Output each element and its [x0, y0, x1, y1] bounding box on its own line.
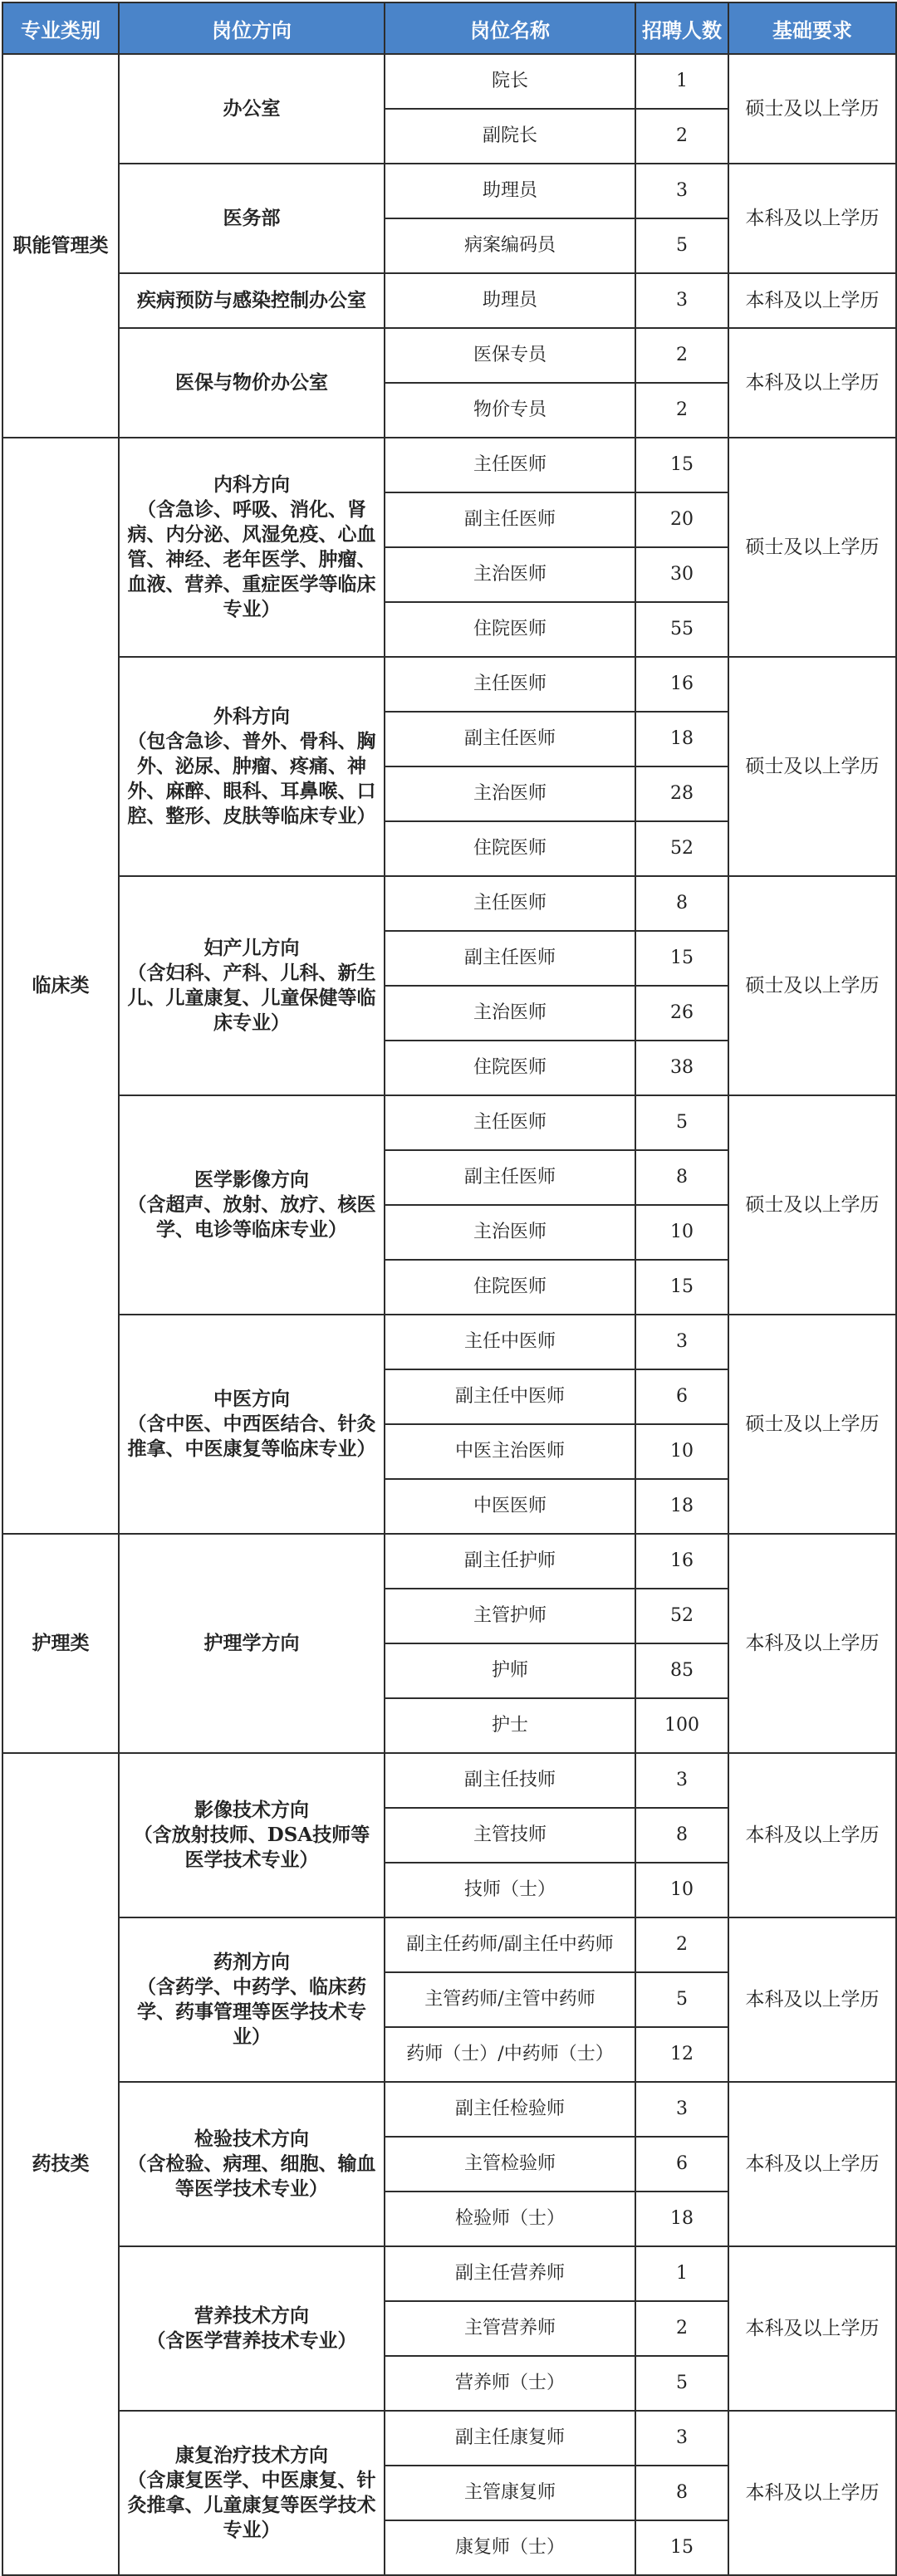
position-name-cell: 主治医师 — [385, 986, 635, 1041]
headcount-cell: 3 — [635, 1315, 728, 1369]
table-row — [2, 164, 896, 218]
position-name-cell: 主管药师/主管中药师 — [385, 1972, 635, 2027]
headcount-cell: 38 — [635, 1041, 728, 1095]
position-name-cell: 主管护师 — [385, 1589, 635, 1643]
table-row — [2, 1534, 896, 1589]
table-body — [2, 54, 896, 2575]
requirement-cell: 本科及以上学历 — [728, 328, 896, 438]
position-name-cell: 护士 — [385, 1698, 635, 1753]
headcount-cell: 3 — [635, 164, 728, 218]
table-row — [2, 2082, 896, 2137]
table-header — [2, 2, 896, 54]
requirement-cell: 本科及以上学历 — [728, 1917, 896, 2082]
position-name-cell: 副主任技师 — [385, 1753, 635, 1808]
direction-cell — [119, 876, 385, 1095]
position-name-cell: 主治医师 — [385, 766, 635, 821]
direction-cell — [119, 1095, 385, 1315]
direction-title: 办公室 — [223, 97, 281, 120]
table-row — [2, 1753, 896, 1808]
requirement-cell: 硕士及以上学历 — [728, 657, 896, 876]
position-name-cell: 病案编码员 — [385, 218, 635, 273]
position-name-cell: 药师（士）/中药师（士） — [385, 2027, 635, 2082]
position-name-cell: 副院长 — [385, 109, 635, 164]
headcount-cell: 3 — [635, 2082, 728, 2137]
requirement-cell: 本科及以上学历 — [728, 2082, 896, 2246]
direction-cell — [119, 2246, 385, 2411]
headcount-cell: 10 — [635, 1863, 728, 1917]
direction-cell — [119, 328, 385, 438]
direction-scope-note: （含药学、中药学、临床药学、药事管理等医学技术专业） — [137, 1976, 366, 2048]
header-requirement: 基础要求 — [728, 2, 896, 54]
position-name-cell: 副主任医师 — [385, 1150, 635, 1205]
headcount-cell: 8 — [635, 876, 728, 931]
headcount-cell: 5 — [635, 2356, 728, 2411]
position-name-cell: 主任医师 — [385, 438, 635, 492]
headcount-cell: 55 — [635, 602, 728, 657]
position-name-cell: 技师（士） — [385, 1863, 635, 1917]
headcount-cell: 52 — [635, 1589, 728, 1643]
direction-title: 医务部 — [223, 207, 281, 229]
direction-title: 检验技术方向 — [194, 2128, 309, 2150]
position-name-cell: 副主任营养师 — [385, 2246, 635, 2301]
position-name-cell: 助理员 — [385, 164, 635, 218]
direction-scope-note: （含妇科、产科、儿科、新生儿、儿童康复、儿童保健等临床专业） — [127, 962, 376, 1034]
headcount-cell: 1 — [635, 54, 728, 109]
headcount-cell: 28 — [635, 766, 728, 821]
headcount-cell: 12 — [635, 2027, 728, 2082]
direction-cell — [119, 1917, 385, 2082]
headcount-cell: 18 — [635, 1479, 728, 1534]
position-name-cell: 住院医师 — [385, 602, 635, 657]
requirement-cell: 硕士及以上学历 — [728, 876, 896, 1095]
table-row — [2, 2246, 896, 2301]
direction-title: 营养技术方向 — [194, 2304, 309, 2327]
position-name-cell: 主管技师 — [385, 1808, 635, 1863]
headcount-cell: 16 — [635, 657, 728, 712]
position-name-cell: 副主任康复师 — [385, 2411, 635, 2466]
recruitment-table — [2, 2, 897, 2576]
position-name-cell: 副主任医师 — [385, 931, 635, 986]
headcount-cell: 8 — [635, 1150, 728, 1205]
table-row — [2, 657, 896, 712]
recruitment-table-container — [2, 2, 895, 2576]
position-name-cell: 营养师（士） — [385, 2356, 635, 2411]
table-row — [2, 876, 896, 931]
direction-title: 疾病预防与感染控制办公室 — [137, 289, 366, 311]
position-name-cell: 院长 — [385, 54, 635, 109]
position-name-cell: 康复师（士） — [385, 2520, 635, 2575]
headcount-cell: 52 — [635, 821, 728, 876]
position-name-cell: 副主任医师 — [385, 712, 635, 766]
table-row — [2, 1095, 896, 1150]
headcount-cell: 15 — [635, 1260, 728, 1315]
direction-scope-note: （含医学营养技术专业） — [146, 2329, 357, 2352]
headcount-cell: 8 — [635, 1808, 728, 1863]
headcount-cell: 5 — [635, 218, 728, 273]
direction-scope-note: （含急诊、呼吸、消化、肾病、内分泌、风湿免疫、心血管、神经、老年医学、肿瘤、血液、营养、重症医学等临床专业） — [127, 498, 376, 620]
direction-title: 康复治疗技术方向 — [175, 2444, 328, 2466]
position-name-cell: 住院医师 — [385, 1041, 635, 1095]
position-name-cell: 主管检验师 — [385, 2137, 635, 2192]
position-name-cell: 主任医师 — [385, 876, 635, 931]
direction-cell — [119, 273, 385, 328]
table-row — [2, 2411, 896, 2466]
direction-title: 妇产儿方向 — [203, 937, 300, 959]
direction-scope-note: （包含急诊、普外、骨科、胸外、泌尿、肿瘤、疼痛、神外、麻醉、眼科、耳鼻喉、口腔、整形、皮肤等临床专业） — [127, 730, 376, 827]
headcount-cell: 6 — [635, 2137, 728, 2192]
table-row — [2, 1917, 896, 1972]
direction-cell — [119, 657, 385, 876]
position-name-cell: 副主任护师 — [385, 1534, 635, 1589]
direction-scope-note: （含检验、病理、细胞、输血等医学技术专业） — [127, 2152, 376, 2200]
headcount-cell: 16 — [635, 1534, 728, 1589]
direction-title: 医学影像方向 — [194, 1168, 309, 1191]
requirement-cell: 本科及以上学历 — [728, 273, 896, 328]
headcount-cell: 18 — [635, 2192, 728, 2246]
headcount-cell: 6 — [635, 1369, 728, 1424]
headcount-cell: 2 — [635, 328, 728, 383]
headcount-cell: 8 — [635, 2466, 728, 2520]
position-name-cell: 住院医师 — [385, 821, 635, 876]
position-name-cell: 中医医师 — [385, 1479, 635, 1534]
headcount-cell: 2 — [635, 1917, 728, 1972]
position-name-cell: 检验师（士） — [385, 2192, 635, 2246]
direction-scope-note: （含放射技师、DSA技师等医学技术专业） — [133, 1824, 370, 1871]
table-row — [2, 438, 896, 492]
direction-scope-note: （含中医、中西医结合、针灸推拿、中医康复等临床专业） — [127, 1413, 376, 1460]
major-category-cell: 职能管理类 — [2, 54, 119, 438]
table-row — [2, 273, 896, 328]
headcount-cell: 1 — [635, 2246, 728, 2301]
direction-cell — [119, 164, 385, 273]
position-name-cell: 住院医师 — [385, 1260, 635, 1315]
position-name-cell: 物价专员 — [385, 383, 635, 438]
position-name-cell: 主治医师 — [385, 1205, 635, 1260]
requirement-cell: 硕士及以上学历 — [728, 1095, 896, 1315]
headcount-cell: 15 — [635, 931, 728, 986]
position-name-cell: 主管营养师 — [385, 2301, 635, 2356]
position-name-cell: 助理员 — [385, 273, 635, 328]
direction-title: 外科方向 — [213, 705, 290, 727]
requirement-cell: 本科及以上学历 — [728, 164, 896, 273]
headcount-cell: 10 — [635, 1424, 728, 1479]
major-category-cell: 临床类 — [2, 438, 119, 1534]
headcount-cell: 20 — [635, 492, 728, 547]
headcount-cell: 18 — [635, 712, 728, 766]
table-row — [2, 54, 896, 109]
direction-cell — [119, 2411, 385, 2575]
direction-cell — [119, 438, 385, 657]
direction-cell — [119, 1753, 385, 1917]
position-name-cell: 主治医师 — [385, 547, 635, 602]
headcount-cell: 3 — [635, 2411, 728, 2466]
position-name-cell: 副主任药师/副主任中药师 — [385, 1917, 635, 1972]
position-name-cell: 主任医师 — [385, 1095, 635, 1150]
table-row — [2, 1315, 896, 1369]
position-name-cell: 副主任检验师 — [385, 2082, 635, 2137]
position-name-cell: 主管康复师 — [385, 2466, 635, 2520]
headcount-cell: 100 — [635, 1698, 728, 1753]
requirement-cell: 本科及以上学历 — [728, 2246, 896, 2411]
direction-cell — [119, 54, 385, 164]
requirement-cell: 本科及以上学历 — [728, 2411, 896, 2575]
position-name-cell: 医保专员 — [385, 328, 635, 383]
major-category-cell: 护理类 — [2, 1534, 119, 1753]
direction-cell — [119, 2082, 385, 2246]
headcount-cell: 2 — [635, 2301, 728, 2356]
direction-scope-note: （含超声、放射、放疗、核医学、电诊等临床专业） — [127, 1193, 376, 1241]
headcount-cell: 5 — [635, 1972, 728, 2027]
headcount-cell: 30 — [635, 547, 728, 602]
position-name-cell: 护师 — [385, 1643, 635, 1698]
direction-scope-note: （含康复医学、中医康复、针灸推拿、儿童康复等医学技术专业） — [127, 2469, 376, 2541]
header-position: 岗位名称 — [385, 2, 635, 54]
header-direction: 岗位方向 — [119, 2, 385, 54]
headcount-cell: 26 — [635, 986, 728, 1041]
headcount-cell: 2 — [635, 109, 728, 164]
direction-title: 影像技术方向 — [194, 1799, 309, 1821]
direction-title: 中医方向 — [213, 1388, 290, 1410]
header-count: 招聘人数 — [635, 2, 728, 54]
position-name-cell: 主任医师 — [385, 657, 635, 712]
headcount-cell: 2 — [635, 383, 728, 438]
major-category-cell: 药技类 — [2, 1753, 119, 2575]
headcount-cell: 15 — [635, 2520, 728, 2575]
direction-title: 护理学方向 — [203, 1632, 300, 1654]
direction-title: 药剂方向 — [213, 1951, 290, 1973]
direction-title: 内科方向 — [213, 473, 290, 496]
headcount-cell: 3 — [635, 1753, 728, 1808]
requirement-cell: 本科及以上学历 — [728, 1753, 896, 1917]
header-row — [2, 2, 896, 54]
requirement-cell: 本科及以上学历 — [728, 1534, 896, 1753]
table-row — [2, 328, 896, 383]
position-name-cell: 中医主治医师 — [385, 1424, 635, 1479]
position-name-cell: 副主任中医师 — [385, 1369, 635, 1424]
requirement-cell: 硕士及以上学历 — [728, 54, 896, 164]
direction-title: 医保与物价办公室 — [175, 371, 328, 394]
direction-cell — [119, 1315, 385, 1534]
position-name-cell: 副主任医师 — [385, 492, 635, 547]
requirement-cell: 硕士及以上学历 — [728, 1315, 896, 1534]
headcount-cell: 5 — [635, 1095, 728, 1150]
headcount-cell: 85 — [635, 1643, 728, 1698]
headcount-cell: 15 — [635, 438, 728, 492]
headcount-cell: 3 — [635, 273, 728, 328]
direction-cell — [119, 1534, 385, 1753]
position-name-cell: 主任中医师 — [385, 1315, 635, 1369]
headcount-cell: 10 — [635, 1205, 728, 1260]
requirement-cell: 硕士及以上学历 — [728, 438, 896, 657]
header-major-category: 专业类别 — [2, 2, 119, 54]
